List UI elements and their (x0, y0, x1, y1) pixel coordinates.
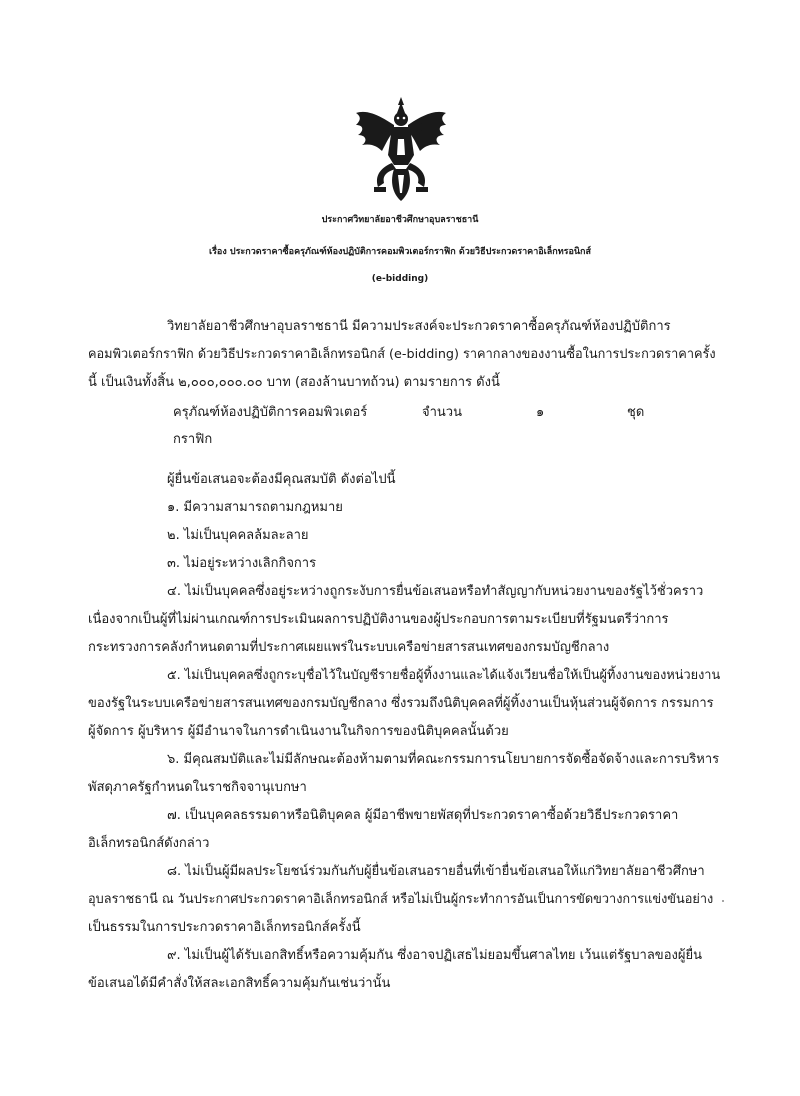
qualification-item: ๔. ไม่เป็นบุคคลซึ่งอยู่ระหว่างถูกระงับการยื่นข้อเสนอหรือทำสัญญากับหน่วยงานของรัฐไว้ชั่วคราว (167, 584, 704, 599)
qualification-item: ๗. เป็นบุคคลธรรมดาหรือนิติบุคคล ผู้มีอาชีพขายพัสดุที่ประกวดราคาซื้อด้วยวิธีประกวดราคา (167, 808, 679, 823)
qualification-item: ๑. มีความสามารถตามกฎหมาย (167, 500, 343, 515)
qualification-item: ๘. ไม่เป็นผู้มีผลประโยชน์ร่วมกันกับผู้ยื่นข้อเสนอรายอื่นที่เข้ายื่นข้อเสนอให้แก่วิทยาลัยอาชีวศึกษา (167, 864, 705, 879)
qualification-item: ๓. ไม่อยู่ระหว่างเลิกกิจการ (167, 556, 317, 571)
announcement-title: ประกาศวิทยาลัยอาชีวศึกษาอุบลราชธานี (321, 215, 479, 225)
qualification-item-cont: กระทรวงการคลังกำหนดตามที่ประกาศเผยแพร่ในระบบเครือข่ายสารสนเทศของกรมบัญชีกลาง (88, 640, 610, 655)
qualification-item-cont: พัสดุภาครัฐกำหนดในราชกิจจานุเบกษา (88, 780, 307, 795)
item-unit: ชุด (627, 405, 645, 420)
qualifications-heading: ผู้ยื่นข้อเสนอจะต้องมีคุณสมบัติ ดังต่อไปนี้ (167, 472, 396, 487)
qualification-item: ๒. ไม่เป็นบุคคลล้มละลาย (167, 528, 309, 543)
announcement-subject-suffix: (e-bidding) (371, 274, 429, 284)
qualification-item: ๕. ไม่เป็นบุคคลซึ่งถูกระบุชื่อไว้ในบัญชีรายชื่อผู้ทิ้งงานและได้แจ้งเวียนชื่อให้เป็นผู้ทิ้งงานของหน่วยงาน (167, 668, 721, 683)
item-name-cont: กราฟิก (173, 432, 213, 447)
qualification-item-cont: อิเล็กทรอนิกส์ดังกล่าว (88, 836, 210, 851)
qualification-item: ๖. มีคุณสมบัติและไม่มีลักษณะต้องห้ามตามที่คณะกรรมการนโยบายการจัดซื้อจัดจ้างและการบริหาร (167, 752, 720, 767)
item-quantity: ๑ (536, 405, 545, 420)
announcement-subject: เรื่อง ประกวดราคาซื้อครุภัณฑ์ห้องปฏิบัติการคอมพิวเตอร์กราฟิก ด้วยวิธีประกวดราคาอิเล็กทรอนิกส์ (209, 247, 591, 257)
qualification-item-cont: เนื่องจากเป็นผู้ที่ไม่ผ่านเกณฑ์การประเมินผลการปฏิบัติงานของผู้ประกอบการตามระเบียบที่รัฐมนตรีว่าการ (88, 612, 669, 627)
scan-speck (722, 900, 724, 902)
qualifications-section (88, 466, 720, 998)
item-name: ครุภัณฑ์ห้องปฏิบัติการคอมพิวเตอร์ (173, 405, 368, 420)
intro-line: คอมพิวเตอร์กราฟิก ด้วยวิธีประกวดราคาอิเล็กทรอนิกส์ (e-bidding) ราคากลางของงานซื้อในการประกวดราคาครั้ง (88, 347, 716, 362)
qualification-item-cont: อุบลราชธานี ณ วันประกาศประกวดราคาอิเล็กทรอนิกส์ หรือไม่เป็นผู้กระทำการอันเป็นการขัดขวางการแข่งขันอย่าง (88, 892, 714, 907)
item-quantity-label: จำนวน (422, 405, 462, 420)
intro-line: วิทยาลัยอาชีวศึกษาอุบลราชธานี มีความประสงค์จะประกวดราคาซื้อครุภัณฑ์ห้องปฏิบัติการ (167, 319, 671, 334)
qualification-item-cont: เป็นธรรมในการประกวดราคาอิเล็กทรอนิกส์ครั้งนี้ (88, 920, 361, 935)
intro-paragraph (88, 313, 720, 397)
intro-line: นี้ เป็นเงินทั้งสิ้น ๒,๐๐๐,๐๐๐.๐๐ บาท (สองล้านบาทถ้วน) ตามรายการ ดังนี้ (88, 375, 500, 390)
qualification-item-cont: ข้อเสนอได้มีคำสั่งให้สละเอกสิทธิ์ความคุ้มกันเช่นว่านั้น (88, 976, 391, 991)
garuda-emblem-icon (352, 95, 450, 203)
qualification-item-cont: ของรัฐในระบบเครือข่ายสารสนเทศของกรมบัญชีกลาง ซึ่งรวมถึงนิติบุคคลที่ผู้ทิ้งงานเป็นหุ้นส่วนผู้จัดการ กรรมการ (88, 696, 714, 711)
qualification-item: ๙. ไม่เป็นผู้ได้รับเอกสิทธิ์หรือความคุ้มกัน ซึ่งอาจปฏิเสธไม่ยอมขึ้นศาลไทย เว้นแต่รัฐบาลของผู้ยื่น (167, 948, 702, 963)
qualification-item-cont: ผู้จัดการ ผู้บริหาร ผู้มีอำนาจในการดำเนินงานในกิจการของนิติบุคคลนั้นด้วย (88, 724, 509, 739)
